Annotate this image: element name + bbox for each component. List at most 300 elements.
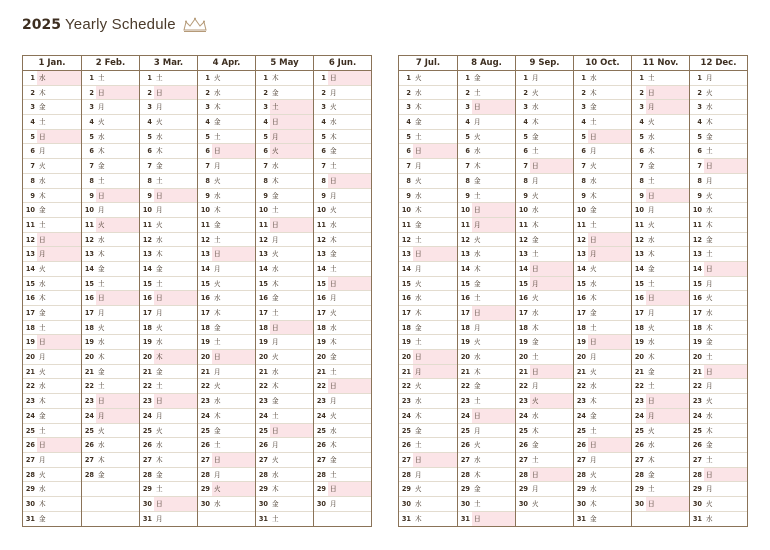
day-cell[interactable] [140,189,197,204]
day-cell[interactable] [632,130,689,145]
day-cell[interactable] [516,233,573,248]
day-cell[interactable] [140,115,197,130]
day-cell[interactable] [256,438,313,453]
day-cell[interactable] [256,335,313,350]
day-cell[interactable] [82,453,139,468]
day-cell[interactable] [516,306,573,321]
day-cell[interactable] [399,335,457,350]
day-cell[interactable] [82,100,139,115]
day-cell[interactable] [314,291,371,306]
day-cell[interactable] [632,174,689,189]
day-cell[interactable] [82,468,139,483]
day-cell[interactable] [574,365,631,380]
day-cell[interactable] [632,218,689,233]
day-cell[interactable] [399,189,457,204]
day-cell[interactable] [314,86,371,101]
day-cell[interactable] [690,144,747,159]
day-cell[interactable] [690,174,747,189]
day-cell[interactable] [399,159,457,174]
day-cell[interactable] [399,174,457,189]
day-cell[interactable] [140,468,197,483]
day-cell[interactable] [140,203,197,218]
day-cell[interactable] [314,321,371,336]
day-cell[interactable] [140,424,197,439]
day-cell[interactable] [314,409,371,424]
day-cell[interactable] [23,174,81,189]
day-cell[interactable] [458,350,515,365]
day-cell[interactable] [690,291,747,306]
day-cell[interactable] [399,394,457,409]
day-cell[interactable] [23,233,81,248]
day-cell[interactable] [140,321,197,336]
day-cell[interactable] [458,482,515,497]
day-cell[interactable] [198,350,255,365]
day-cell[interactable] [256,233,313,248]
day-cell[interactable] [23,262,81,277]
day-cell[interactable] [574,468,631,483]
day-cell[interactable] [458,321,515,336]
day-cell[interactable] [23,115,81,130]
day-cell[interactable] [23,379,81,394]
day-cell[interactable] [198,189,255,204]
day-cell[interactable] [23,130,81,145]
day-cell[interactable] [399,130,457,145]
day-cell[interactable] [314,130,371,145]
day-cell[interactable] [458,512,515,527]
day-cell[interactable] [632,350,689,365]
day-cell[interactable] [690,424,747,439]
day-cell[interactable] [516,115,573,130]
day-cell[interactable] [140,497,197,512]
day-cell[interactable] [574,453,631,468]
day-cell[interactable] [140,100,197,115]
day-cell[interactable] [198,482,255,497]
day-cell[interactable] [516,291,573,306]
day-cell[interactable] [256,497,313,512]
day-cell[interactable] [314,144,371,159]
day-cell[interactable] [314,350,371,365]
day-cell[interactable] [690,203,747,218]
day-cell[interactable] [574,144,631,159]
day-cell[interactable] [82,130,139,145]
day-cell[interactable] [632,277,689,292]
day-cell[interactable] [574,335,631,350]
day-cell[interactable] [458,379,515,394]
day-cell[interactable] [23,409,81,424]
day-cell[interactable] [23,468,81,483]
day-cell[interactable] [23,321,81,336]
day-cell[interactable] [314,335,371,350]
day-cell[interactable] [574,438,631,453]
day-cell[interactable] [198,409,255,424]
day-cell[interactable] [458,189,515,204]
day-cell[interactable] [574,86,631,101]
day-cell[interactable] [399,321,457,336]
day-cell[interactable] [690,233,747,248]
day-cell[interactable] [574,379,631,394]
day-cell[interactable] [23,159,81,174]
day-cell[interactable] [574,71,631,86]
day-cell[interactable] [198,174,255,189]
day-cell[interactable] [632,144,689,159]
day-cell[interactable] [516,71,573,86]
day-cell[interactable] [256,203,313,218]
day-cell[interactable] [82,159,139,174]
day-cell[interactable] [690,512,747,527]
day-cell[interactable] [632,100,689,115]
day-cell[interactable] [632,247,689,262]
day-cell[interactable] [140,233,197,248]
day-cell[interactable] [23,365,81,380]
day-cell[interactable] [256,424,313,439]
day-cell[interactable] [632,409,689,424]
day-cell[interactable] [632,262,689,277]
day-cell[interactable] [516,130,573,145]
day-cell[interactable] [458,159,515,174]
day-cell[interactable] [198,218,255,233]
day-cell[interactable] [632,189,689,204]
day-cell[interactable] [516,365,573,380]
day-cell[interactable] [574,409,631,424]
day-cell[interactable] [82,394,139,409]
day-cell[interactable] [516,174,573,189]
day-cell[interactable] [516,482,573,497]
day-cell[interactable] [516,438,573,453]
day-cell[interactable] [256,86,313,101]
day-cell[interactable] [458,247,515,262]
day-cell[interactable] [23,453,81,468]
day-cell[interactable] [574,394,631,409]
day-cell[interactable] [198,277,255,292]
day-cell[interactable] [256,350,313,365]
day-cell[interactable] [198,321,255,336]
day-cell[interactable] [140,512,197,527]
day-cell[interactable] [140,247,197,262]
day-cell[interactable] [198,306,255,321]
day-cell[interactable] [399,100,457,115]
day-cell[interactable] [458,306,515,321]
day-cell[interactable] [140,409,197,424]
day-cell[interactable] [140,218,197,233]
day-cell[interactable] [23,335,81,350]
day-cell[interactable] [632,86,689,101]
day-cell[interactable] [198,365,255,380]
day-cell[interactable] [458,100,515,115]
day-cell[interactable] [690,468,747,483]
day-cell[interactable] [256,218,313,233]
day-cell[interactable] [314,262,371,277]
day-cell[interactable] [516,409,573,424]
day-cell[interactable] [399,453,457,468]
day-cell[interactable] [140,438,197,453]
day-cell[interactable] [690,86,747,101]
day-cell[interactable] [632,115,689,130]
day-cell[interactable] [314,306,371,321]
day-cell[interactable] [399,409,457,424]
day-cell[interactable] [256,277,313,292]
day-cell[interactable] [314,247,371,262]
day-cell[interactable] [574,512,631,527]
day-cell[interactable] [140,71,197,86]
day-cell[interactable] [574,100,631,115]
day-cell[interactable] [399,86,457,101]
day-cell[interactable] [516,86,573,101]
day-cell[interactable] [82,409,139,424]
day-cell[interactable] [632,306,689,321]
day-cell[interactable] [256,394,313,409]
day-cell[interactable] [314,159,371,174]
day-cell[interactable] [198,291,255,306]
day-cell[interactable] [516,468,573,483]
day-cell[interactable] [690,350,747,365]
day-cell[interactable] [82,174,139,189]
day-cell[interactable] [82,262,139,277]
day-cell[interactable] [574,262,631,277]
day-cell[interactable] [82,306,139,321]
day-cell[interactable] [140,130,197,145]
day-cell[interactable] [256,262,313,277]
day-cell[interactable] [314,379,371,394]
day-cell[interactable] [82,71,139,86]
day-cell[interactable] [399,424,457,439]
day-cell[interactable] [256,174,313,189]
day-cell[interactable] [458,174,515,189]
day-cell[interactable] [690,497,747,512]
day-cell[interactable] [256,409,313,424]
day-cell[interactable] [458,218,515,233]
day-cell[interactable] [314,115,371,130]
day-cell[interactable] [632,438,689,453]
day-cell[interactable] [198,100,255,115]
day-cell[interactable] [516,350,573,365]
day-cell[interactable] [140,335,197,350]
day-cell[interactable] [198,233,255,248]
day-cell[interactable] [82,189,139,204]
day-cell[interactable] [314,189,371,204]
day-cell[interactable] [632,497,689,512]
day-cell[interactable] [256,291,313,306]
day-cell[interactable] [574,424,631,439]
day-cell[interactable] [82,291,139,306]
day-cell[interactable] [690,100,747,115]
day-cell[interactable] [516,394,573,409]
day-cell[interactable] [516,497,573,512]
day-cell[interactable] [574,189,631,204]
day-cell[interactable] [314,218,371,233]
day-cell[interactable] [140,379,197,394]
day-cell[interactable] [314,277,371,292]
day-cell[interactable] [399,247,457,262]
day-cell[interactable] [198,262,255,277]
day-cell[interactable] [82,379,139,394]
day-cell[interactable] [82,203,139,218]
day-cell[interactable] [516,453,573,468]
day-cell[interactable] [574,218,631,233]
day-cell[interactable] [140,482,197,497]
day-cell[interactable] [632,233,689,248]
day-cell[interactable] [198,115,255,130]
day-cell[interactable] [690,365,747,380]
day-cell[interactable] [632,394,689,409]
day-cell[interactable] [690,409,747,424]
day-cell[interactable] [140,306,197,321]
day-cell[interactable] [198,394,255,409]
day-cell[interactable] [458,335,515,350]
day-cell[interactable] [399,203,457,218]
day-cell[interactable] [23,277,81,292]
day-cell[interactable] [458,71,515,86]
day-cell[interactable] [82,218,139,233]
day-cell[interactable] [82,438,139,453]
day-cell[interactable] [632,71,689,86]
day-cell[interactable] [690,335,747,350]
day-cell[interactable] [516,277,573,292]
day-cell[interactable] [23,86,81,101]
day-cell[interactable] [399,277,457,292]
day-cell[interactable] [516,335,573,350]
day-cell[interactable] [632,291,689,306]
day-cell[interactable] [23,218,81,233]
day-cell[interactable] [314,394,371,409]
day-cell[interactable] [458,262,515,277]
day-cell[interactable] [458,409,515,424]
day-cell[interactable] [574,233,631,248]
day-cell[interactable] [516,424,573,439]
day-cell[interactable] [574,306,631,321]
day-cell[interactable] [82,115,139,130]
day-cell[interactable] [690,262,747,277]
day-cell[interactable] [314,424,371,439]
day-cell[interactable] [690,394,747,409]
day-cell[interactable] [23,144,81,159]
day-cell[interactable] [314,71,371,86]
day-cell[interactable] [399,512,457,527]
day-cell[interactable] [458,468,515,483]
day-cell[interactable] [23,512,81,527]
day-cell[interactable] [198,71,255,86]
day-cell[interactable] [256,468,313,483]
day-cell[interactable] [399,365,457,380]
day-cell[interactable] [198,86,255,101]
day-cell[interactable] [458,130,515,145]
day-cell[interactable] [198,453,255,468]
day-cell[interactable] [140,365,197,380]
day-cell[interactable] [82,277,139,292]
day-cell[interactable] [690,453,747,468]
day-cell[interactable] [516,144,573,159]
day-cell[interactable] [314,174,371,189]
day-cell[interactable] [399,468,457,483]
day-cell[interactable] [140,159,197,174]
day-cell[interactable] [690,218,747,233]
day-cell[interactable] [399,306,457,321]
day-cell[interactable] [314,482,371,497]
day-cell[interactable] [140,86,197,101]
day-cell[interactable] [314,497,371,512]
day-cell[interactable] [82,350,139,365]
day-cell[interactable] [516,262,573,277]
day-cell[interactable] [198,144,255,159]
day-cell[interactable] [198,335,255,350]
day-cell[interactable] [198,203,255,218]
day-cell[interactable] [314,365,371,380]
day-cell[interactable] [516,100,573,115]
day-cell[interactable] [256,247,313,262]
day-cell[interactable] [574,497,631,512]
day-cell[interactable] [256,379,313,394]
day-cell[interactable] [690,130,747,145]
day-cell[interactable] [198,379,255,394]
day-cell[interactable] [458,144,515,159]
day-cell[interactable] [458,424,515,439]
day-cell[interactable] [198,130,255,145]
day-cell[interactable] [632,482,689,497]
day-cell[interactable] [23,306,81,321]
day-cell[interactable] [632,424,689,439]
day-cell[interactable] [23,100,81,115]
day-cell[interactable] [399,71,457,86]
day-cell[interactable] [198,159,255,174]
day-cell[interactable] [399,379,457,394]
day-cell[interactable] [516,189,573,204]
day-cell[interactable] [140,174,197,189]
day-cell[interactable] [632,159,689,174]
day-cell[interactable] [690,247,747,262]
day-cell[interactable] [632,379,689,394]
day-cell[interactable] [690,438,747,453]
day-cell[interactable] [632,365,689,380]
day-cell[interactable] [516,159,573,174]
day-cell[interactable] [399,262,457,277]
day-cell[interactable] [458,233,515,248]
day-cell[interactable] [458,394,515,409]
day-cell[interactable] [256,144,313,159]
day-cell[interactable] [574,130,631,145]
day-cell[interactable] [256,100,313,115]
day-cell[interactable] [399,438,457,453]
day-cell[interactable] [82,144,139,159]
day-cell[interactable] [23,497,81,512]
day-cell[interactable] [516,379,573,394]
day-cell[interactable] [574,115,631,130]
day-cell[interactable] [632,468,689,483]
day-cell[interactable] [574,247,631,262]
day-cell[interactable] [516,247,573,262]
day-cell[interactable] [256,115,313,130]
day-cell[interactable] [458,203,515,218]
day-cell[interactable] [82,233,139,248]
day-cell[interactable] [23,438,81,453]
day-cell[interactable] [399,115,457,130]
day-cell[interactable] [458,453,515,468]
day-cell[interactable] [314,438,371,453]
day-cell[interactable] [458,291,515,306]
day-cell[interactable] [516,218,573,233]
day-cell[interactable] [256,453,313,468]
day-cell[interactable] [314,468,371,483]
day-cell[interactable] [198,468,255,483]
day-cell[interactable] [632,203,689,218]
day-cell[interactable] [458,365,515,380]
day-cell[interactable] [140,291,197,306]
day-cell[interactable] [198,247,255,262]
day-cell[interactable] [23,247,81,262]
day-cell[interactable] [140,350,197,365]
day-cell[interactable] [23,291,81,306]
day-cell[interactable] [256,365,313,380]
day-cell[interactable] [574,203,631,218]
day-cell[interactable] [399,291,457,306]
